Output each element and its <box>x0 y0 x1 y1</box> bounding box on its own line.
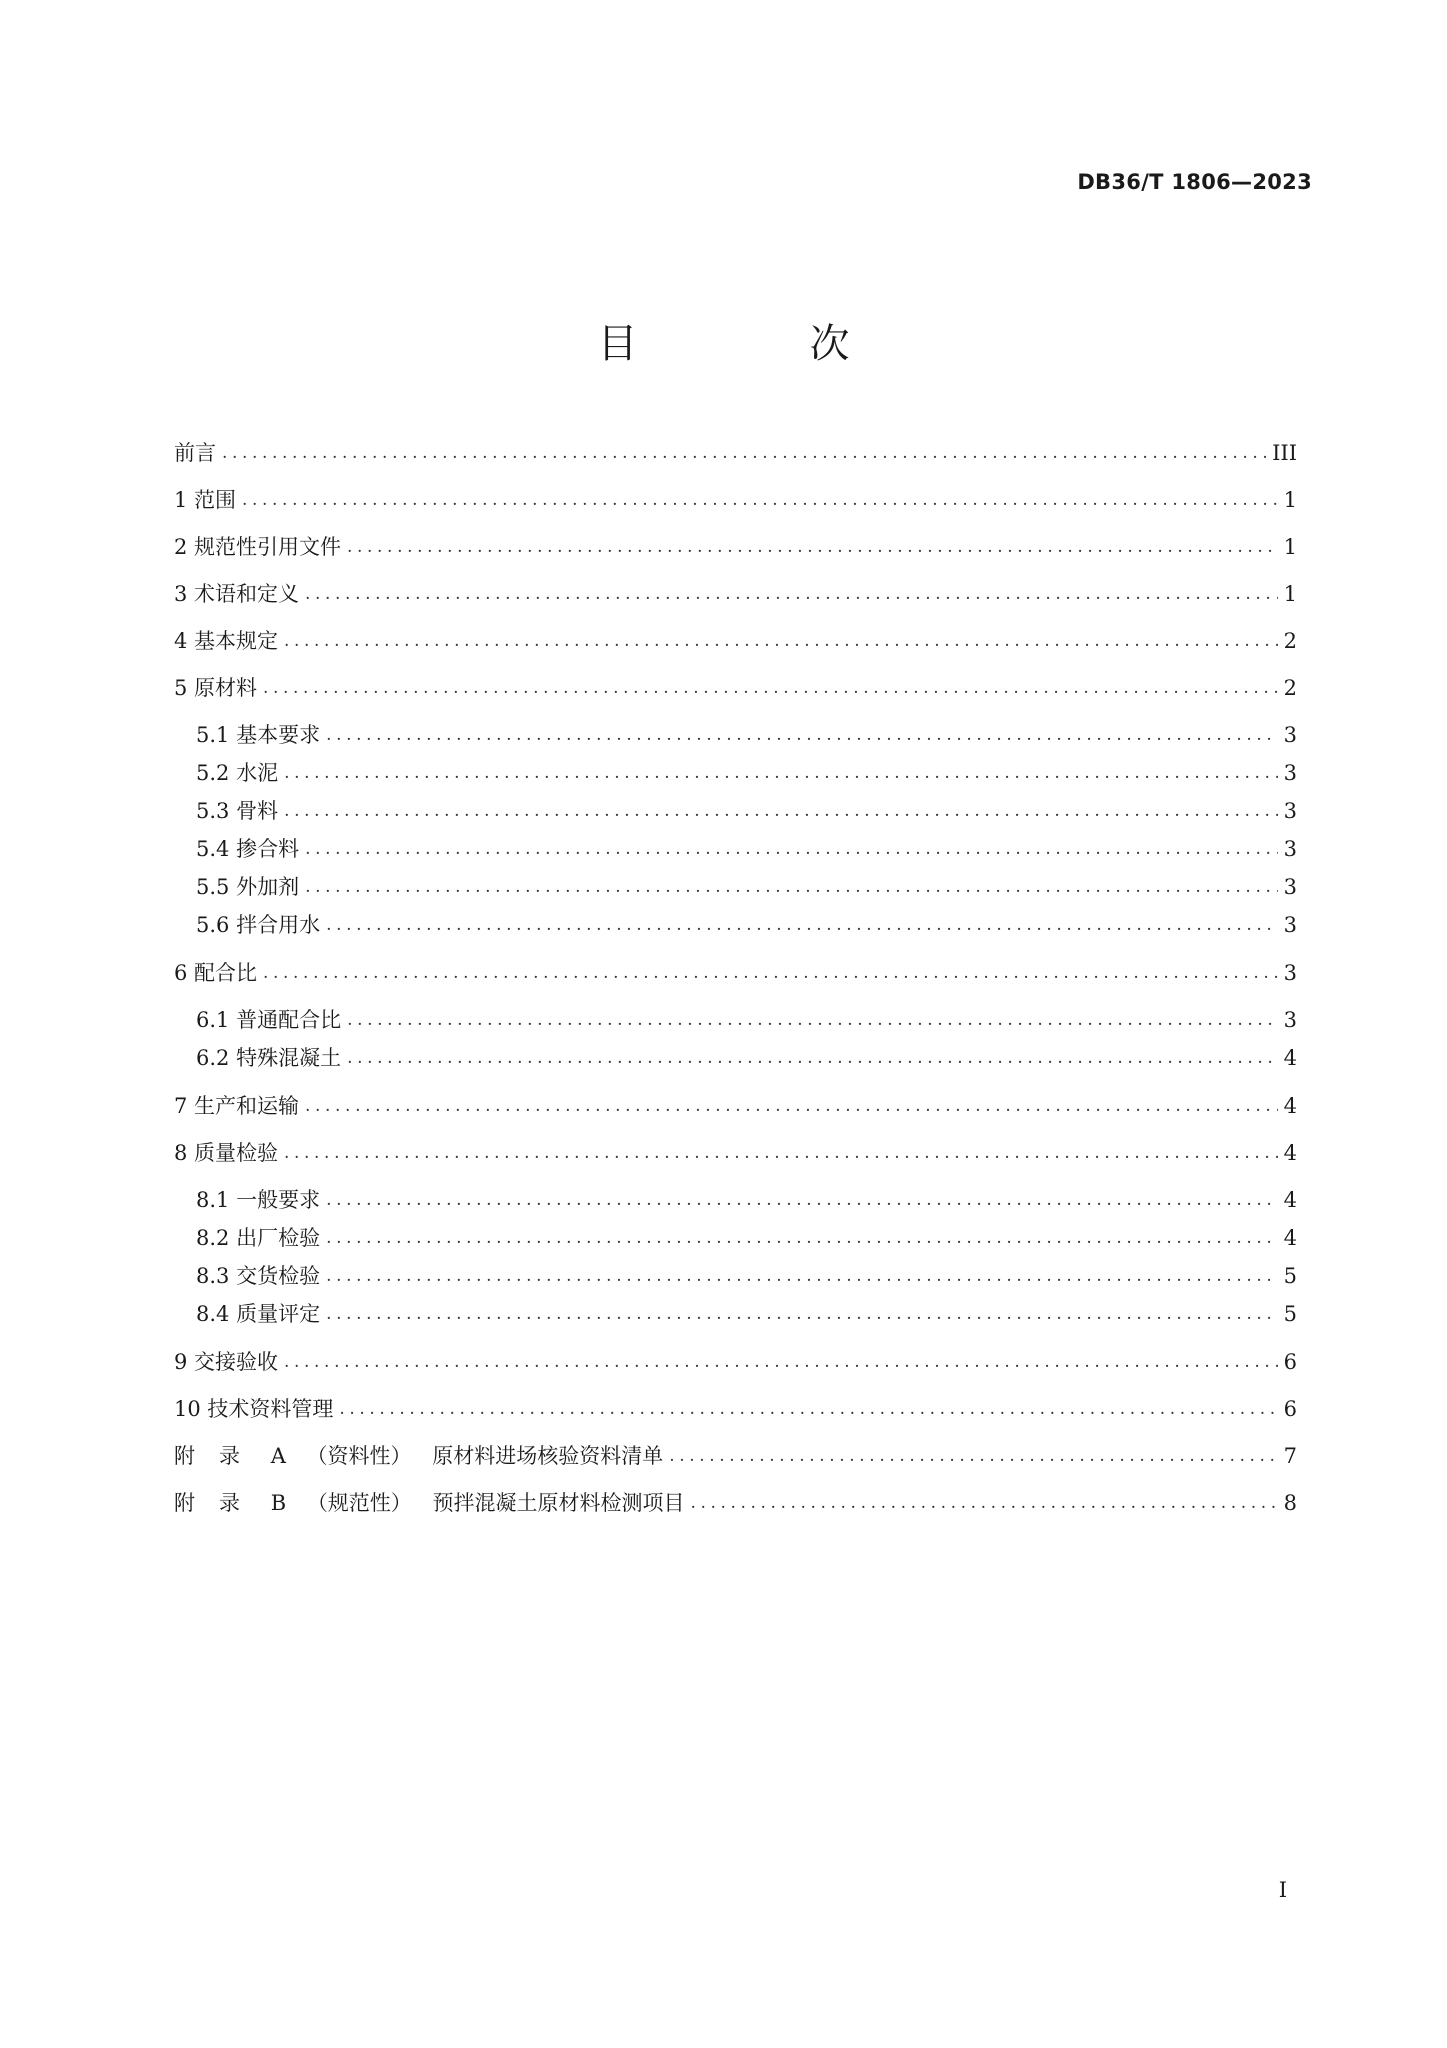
toc-entry-page: 3 <box>1283 875 1297 899</box>
toc-entry-page: 3 <box>1283 961 1297 985</box>
dot-leader <box>263 958 1278 988</box>
appendix-letter: A <box>270 1444 286 1468</box>
toc-entry-label: 5 原材料 <box>174 676 258 700</box>
toc-entry-5-6[interactable] <box>174 910 1297 940</box>
toc-entry-page: 4 <box>1283 1141 1297 1165</box>
dot-leader <box>284 626 1278 656</box>
toc-entry-page: 4 <box>1283 1046 1297 1070</box>
toc-entry-6-1[interactable] <box>174 1005 1297 1035</box>
dot-leader <box>326 1261 1278 1291</box>
toc-entry-page: 2 <box>1283 676 1297 700</box>
toc-entry-label: 5.4 掺合料 <box>196 837 300 861</box>
dot-leader <box>326 1185 1278 1215</box>
toc-entry-2[interactable] <box>174 532 1297 562</box>
appendix-type: （资料性） <box>306 1444 412 1468</box>
dot-leader <box>326 1299 1278 1329</box>
dot-leader <box>284 758 1278 788</box>
dot-leader <box>326 910 1278 940</box>
toc-entry-page: 6 <box>1283 1397 1297 1421</box>
dot-leader <box>669 1441 1277 1471</box>
toc-entry-page: 5 <box>1283 1302 1297 1326</box>
toc-entry-page: 8 <box>1283 1491 1297 1515</box>
toc-entry-label: 5.5 外加剂 <box>196 875 300 899</box>
dot-leader <box>284 1138 1278 1168</box>
toc-entry-page: 4 <box>1283 1094 1297 1118</box>
toc-entry-label: 5.6 拌合用水 <box>196 913 321 937</box>
toc-entry-9[interactable] <box>174 1347 1297 1377</box>
toc-entry-5-1[interactable] <box>174 720 1297 750</box>
toc-entry-page: 6 <box>1283 1350 1297 1374</box>
dot-leader <box>305 1091 1278 1121</box>
toc-entry-5-2[interactable] <box>174 758 1297 788</box>
appendix-title: 原材料进场核验资料清单 <box>432 1444 664 1468</box>
toc-entry-label: 9 交接验收 <box>174 1350 279 1374</box>
standard-code: DB36/T 1806—2023 <box>1077 170 1312 194</box>
toc-entry-page: 4 <box>1283 1226 1297 1250</box>
toc-entry-5-3[interactable] <box>174 796 1297 826</box>
toc-entry-foreword[interactable] <box>174 438 1297 468</box>
dot-leader <box>263 673 1278 703</box>
toc-entry-6-2[interactable] <box>174 1043 1297 1073</box>
dot-leader <box>305 872 1278 902</box>
toc-entry-page: 5 <box>1283 1264 1297 1288</box>
dot-leader <box>347 532 1278 562</box>
toc-entry-page: 3 <box>1283 913 1297 937</box>
toc-entry-label: 5.3 骨料 <box>196 799 279 823</box>
toc-entry-5[interactable] <box>174 673 1297 703</box>
toc-entry-4[interactable] <box>174 626 1297 656</box>
appendix-title: 预拌混凝土原材料检测项目 <box>432 1491 685 1515</box>
toc-entry-8[interactable] <box>174 1138 1297 1168</box>
toc-entry-appendix-a[interactable] <box>174 1441 1297 1471</box>
toc-entry-page: 3 <box>1283 1008 1297 1032</box>
toc-entry-page: 7 <box>1283 1444 1297 1468</box>
toc-entry-page: 2 <box>1283 629 1297 653</box>
toc-entry-5-4[interactable] <box>174 834 1297 864</box>
toc-entry-8-2[interactable] <box>174 1223 1297 1253</box>
dot-leader <box>339 1394 1277 1424</box>
toc-entry-label: 8.3 交货检验 <box>196 1264 321 1288</box>
toc-entry-page: 4 <box>1283 1188 1297 1212</box>
toc-entry-1[interactable] <box>174 485 1297 515</box>
dot-leader <box>326 1223 1278 1253</box>
dot-leader <box>305 834 1278 864</box>
appendix-word: 附录 <box>174 1444 264 1468</box>
toc-entry-page: 1 <box>1283 535 1297 559</box>
toc-entry-page: 1 <box>1283 488 1297 512</box>
toc-entry-label: 10 技术资料管理 <box>174 1397 334 1421</box>
toc-entry-label: 5.1 基本要求 <box>196 723 321 747</box>
toc-entry-8-4[interactable] <box>174 1299 1297 1329</box>
dot-leader <box>284 796 1278 826</box>
toc-entry-label: 前言 <box>174 441 216 465</box>
dot-leader <box>305 579 1278 609</box>
toc-entry-label: 8 质量检验 <box>174 1141 279 1165</box>
toc-entry-label: 1 范围 <box>174 488 237 512</box>
toc-entry-7[interactable] <box>174 1091 1297 1121</box>
toc-entry-label: 2 规范性引用文件 <box>174 535 342 559</box>
toc-entry-label: 6.1 普通配合比 <box>196 1008 342 1032</box>
toc-entry-6[interactable] <box>174 958 1297 988</box>
dot-leader <box>222 438 1266 468</box>
toc-entry-label: 8.1 一般要求 <box>196 1188 321 1212</box>
dot-leader <box>284 1347 1278 1377</box>
toc-entry-page: 3 <box>1283 723 1297 747</box>
toc-entry-label: 3 术语和定义 <box>174 582 300 606</box>
appendix-type: （规范性） <box>306 1491 412 1515</box>
toc-entry-page: 1 <box>1283 582 1297 606</box>
toc-entry-label: 7 生产和运输 <box>174 1094 300 1118</box>
toc-entry-label: 8.2 出厂检验 <box>196 1226 321 1250</box>
dot-leader <box>691 1488 1278 1518</box>
appendix-word: 附录 <box>174 1491 264 1515</box>
toc-entry-label: 8.4 质量评定 <box>196 1302 321 1326</box>
toc-entry-label: 4 基本规定 <box>174 629 279 653</box>
toc-entry-appendix-b[interactable] <box>174 1488 1297 1518</box>
toc-entry-3[interactable] <box>174 579 1297 609</box>
toc-entry-page: 3 <box>1283 837 1297 861</box>
toc-entry-page: 3 <box>1283 799 1297 823</box>
toc-entry-page: III <box>1272 441 1297 465</box>
page-title: 目 次 <box>597 321 916 367</box>
toc-entry-5-5[interactable] <box>174 872 1297 902</box>
toc-entry-page: 3 <box>1283 761 1297 785</box>
dot-leader <box>347 1043 1278 1073</box>
dot-leader <box>326 720 1278 750</box>
dot-leader <box>242 485 1278 515</box>
toc-entry-8-1[interactable] <box>174 1185 1297 1215</box>
toc-entry-10[interactable] <box>174 1394 1297 1424</box>
toc-entry-label: 5.2 水泥 <box>196 761 279 785</box>
toc-entry-8-3[interactable] <box>174 1261 1297 1291</box>
dot-leader <box>347 1005 1278 1035</box>
toc-entry-label: 6.2 特殊混凝土 <box>196 1046 342 1070</box>
appendix-letter: B <box>270 1491 287 1515</box>
page-number: I <box>1278 1878 1287 1902</box>
toc-entry-label: 6 配合比 <box>174 961 258 985</box>
